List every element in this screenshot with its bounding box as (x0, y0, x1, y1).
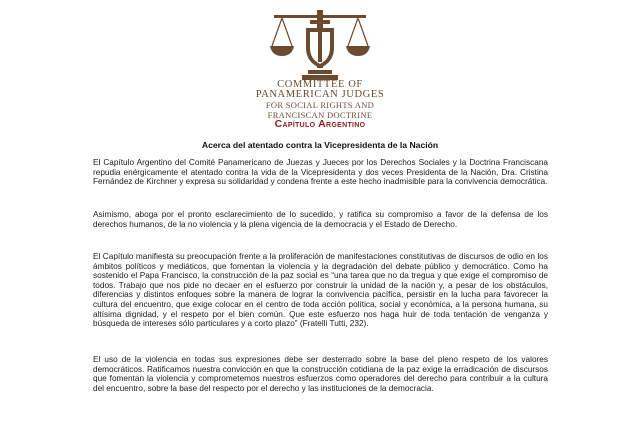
organization-name (200, 80, 440, 120)
chapter-title: Capítulo Argentino (274, 118, 366, 130)
statement-subtitle: Acerca del atentado contra la Vicepresidenta de la Nación (201, 140, 439, 150)
paragraph-4: El uso de la violencia en todas sus expresiones debe ser desterrado sobre la base del pleno respeto de los valores democráticos. Ratificamos nuestra convicción en que la construcción cotidiana de la paz exige la erradicación de discursos que fomentan la violencia y comprometemos nuestros esfuerzos como operadores del derecho para contribuir a la cultura del encuentro, sobre la base del respecto por el derecho y las instituciones de la democracia. (93, 355, 548, 393)
organization-line-4: FRANCISCAN DOCTRINE (267, 110, 373, 120)
organization-line-1: COMMITTEE OF (277, 79, 363, 90)
scales-of-justice-logo-icon (268, 8, 372, 84)
paragraph-1: El Capítulo Argentino del Comité Panamericano de Juezas y Jueces por los Derechos Sociales y la Doctrina Franciscana repudia enérgicamente el atentado contra la vida de la Vicepresidenta y dos veces Presidenta de la Nación, Dra. Cristina Fernández de Kirchner y expresa su solidaridad y condena frente a este hecho inadmisible para la convivencia democrática. (93, 158, 548, 187)
paragraph-3: El Capítulo manifiesta su preocupación frente a la proliferación de manifestaciones constitutivas de discursos de odio en los ámbitos políticos y mediáticos, que fomentan la violencia y la degradación del debate público y democrático. Como ha sostenido el Papa Francisco, la construcción de la paz social es “una tarea que no da tregua y que exige el compromiso de todos. Trabajo que nos pide no decaer en el esfuerzo por construir la unidad de la nación y, a pesar de los obstáculos, diferencias y distintos enfoques sobre la manera de lograr la convivencia pacífica, persistir en la lucha para favorecer la cultura del encuentro, que exige colocar en el centro de toda acción política, social y económica, a la persona humana, su altísima dignidad, y el respeto por el bien común. Que este esfuerzo nos haga huir de toda tentación de venganza y búsqueda de intereses sólo particulares y a corto plazo” (Fratelli Tutti, 232). (93, 252, 548, 329)
organization-line-2: PANAMERICAN JUDGES (255, 89, 385, 100)
organization-line-3: FOR SOCIAL RIGHTS AND (265, 100, 375, 110)
paragraph-2: Asimismo, aboga por el pronto esclarecimiento de lo sucedido, y ratifica su compromiso a favor de la defensa de los derechos humanos, de la no violencia y la plena vigencia de la democracia y el Estado de Derecho. (93, 210, 548, 229)
